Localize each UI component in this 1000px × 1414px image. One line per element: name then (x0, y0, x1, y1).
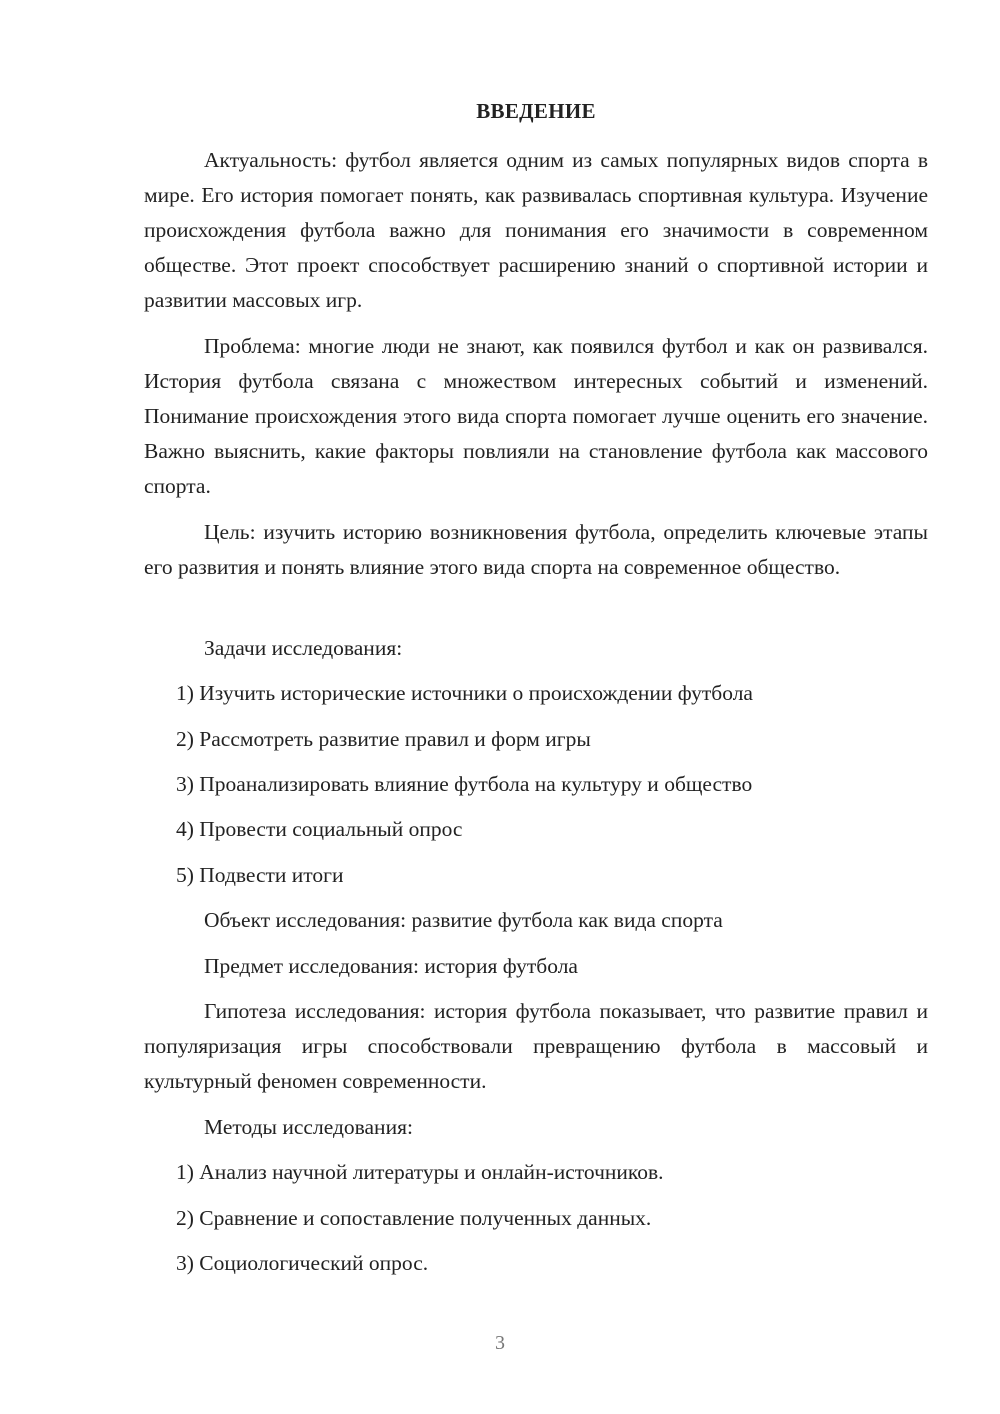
methods-heading: Методы исследования: (204, 1115, 413, 1139)
task-item: 2) Рассмотреть развитие правил и форм игры (176, 727, 591, 751)
task-item: 5) Подвести итоги (176, 863, 344, 887)
task-item: 4) Провести социальный опрос (176, 817, 463, 841)
method-item: 2) Сравнение и сопоставление полученных данных. (176, 1206, 652, 1230)
tasks-heading: Задачи исследования: (204, 636, 403, 660)
task-item: 1) Изучить исторические источники о происхождении футбола (176, 681, 753, 705)
research-subject: Предмет исследования: история футбола (204, 954, 578, 978)
method-item: 1) Анализ научной литературы и онлайн-источников. (176, 1160, 664, 1184)
hypothesis-paragraph: Гипотеза исследования: история футбола показывает, что развитие правил и популяризация игры способствовали превращению футбола в массовый и культурный феномен современности. (144, 999, 928, 1093)
section-title: ВВЕДЕНИЕ (476, 99, 596, 123)
method-item: 3) Социологический опрос. (176, 1251, 429, 1275)
task-item: 3) Проанализировать влияние футбола на культуру и общество (176, 772, 753, 796)
research-object: Объект исследования: развитие футбола как вида спорта (204, 908, 723, 932)
goal-paragraph: Цель: изучить историю возникновения футбола, определить ключевые этапы его развития и понять влияние этого вида спорта на современное общество. (144, 520, 928, 579)
relevance-paragraph: Актуальность: футбол является одним из самых популярных видов спорта в мире. Его история помогает понять, как развивалась спортивная культура. Изучение происхождения футбола важно для понимания его значимости в современном обществе. Этот проект способствует расширению знаний о спортивной истории и развитии массовых игр. (144, 148, 928, 312)
problem-paragraph: Проблема: многие люди не знают, как появился футбол и как он развивался. История футбола связана с множеством интересных событий и изменений. Понимание происхождения этого вида спорта помогает лучше оценить его значение. Важно выяснить, какие факторы повлияли на становление футбола как массового спорта. (144, 334, 928, 498)
page-number: 3 (495, 1332, 505, 1354)
